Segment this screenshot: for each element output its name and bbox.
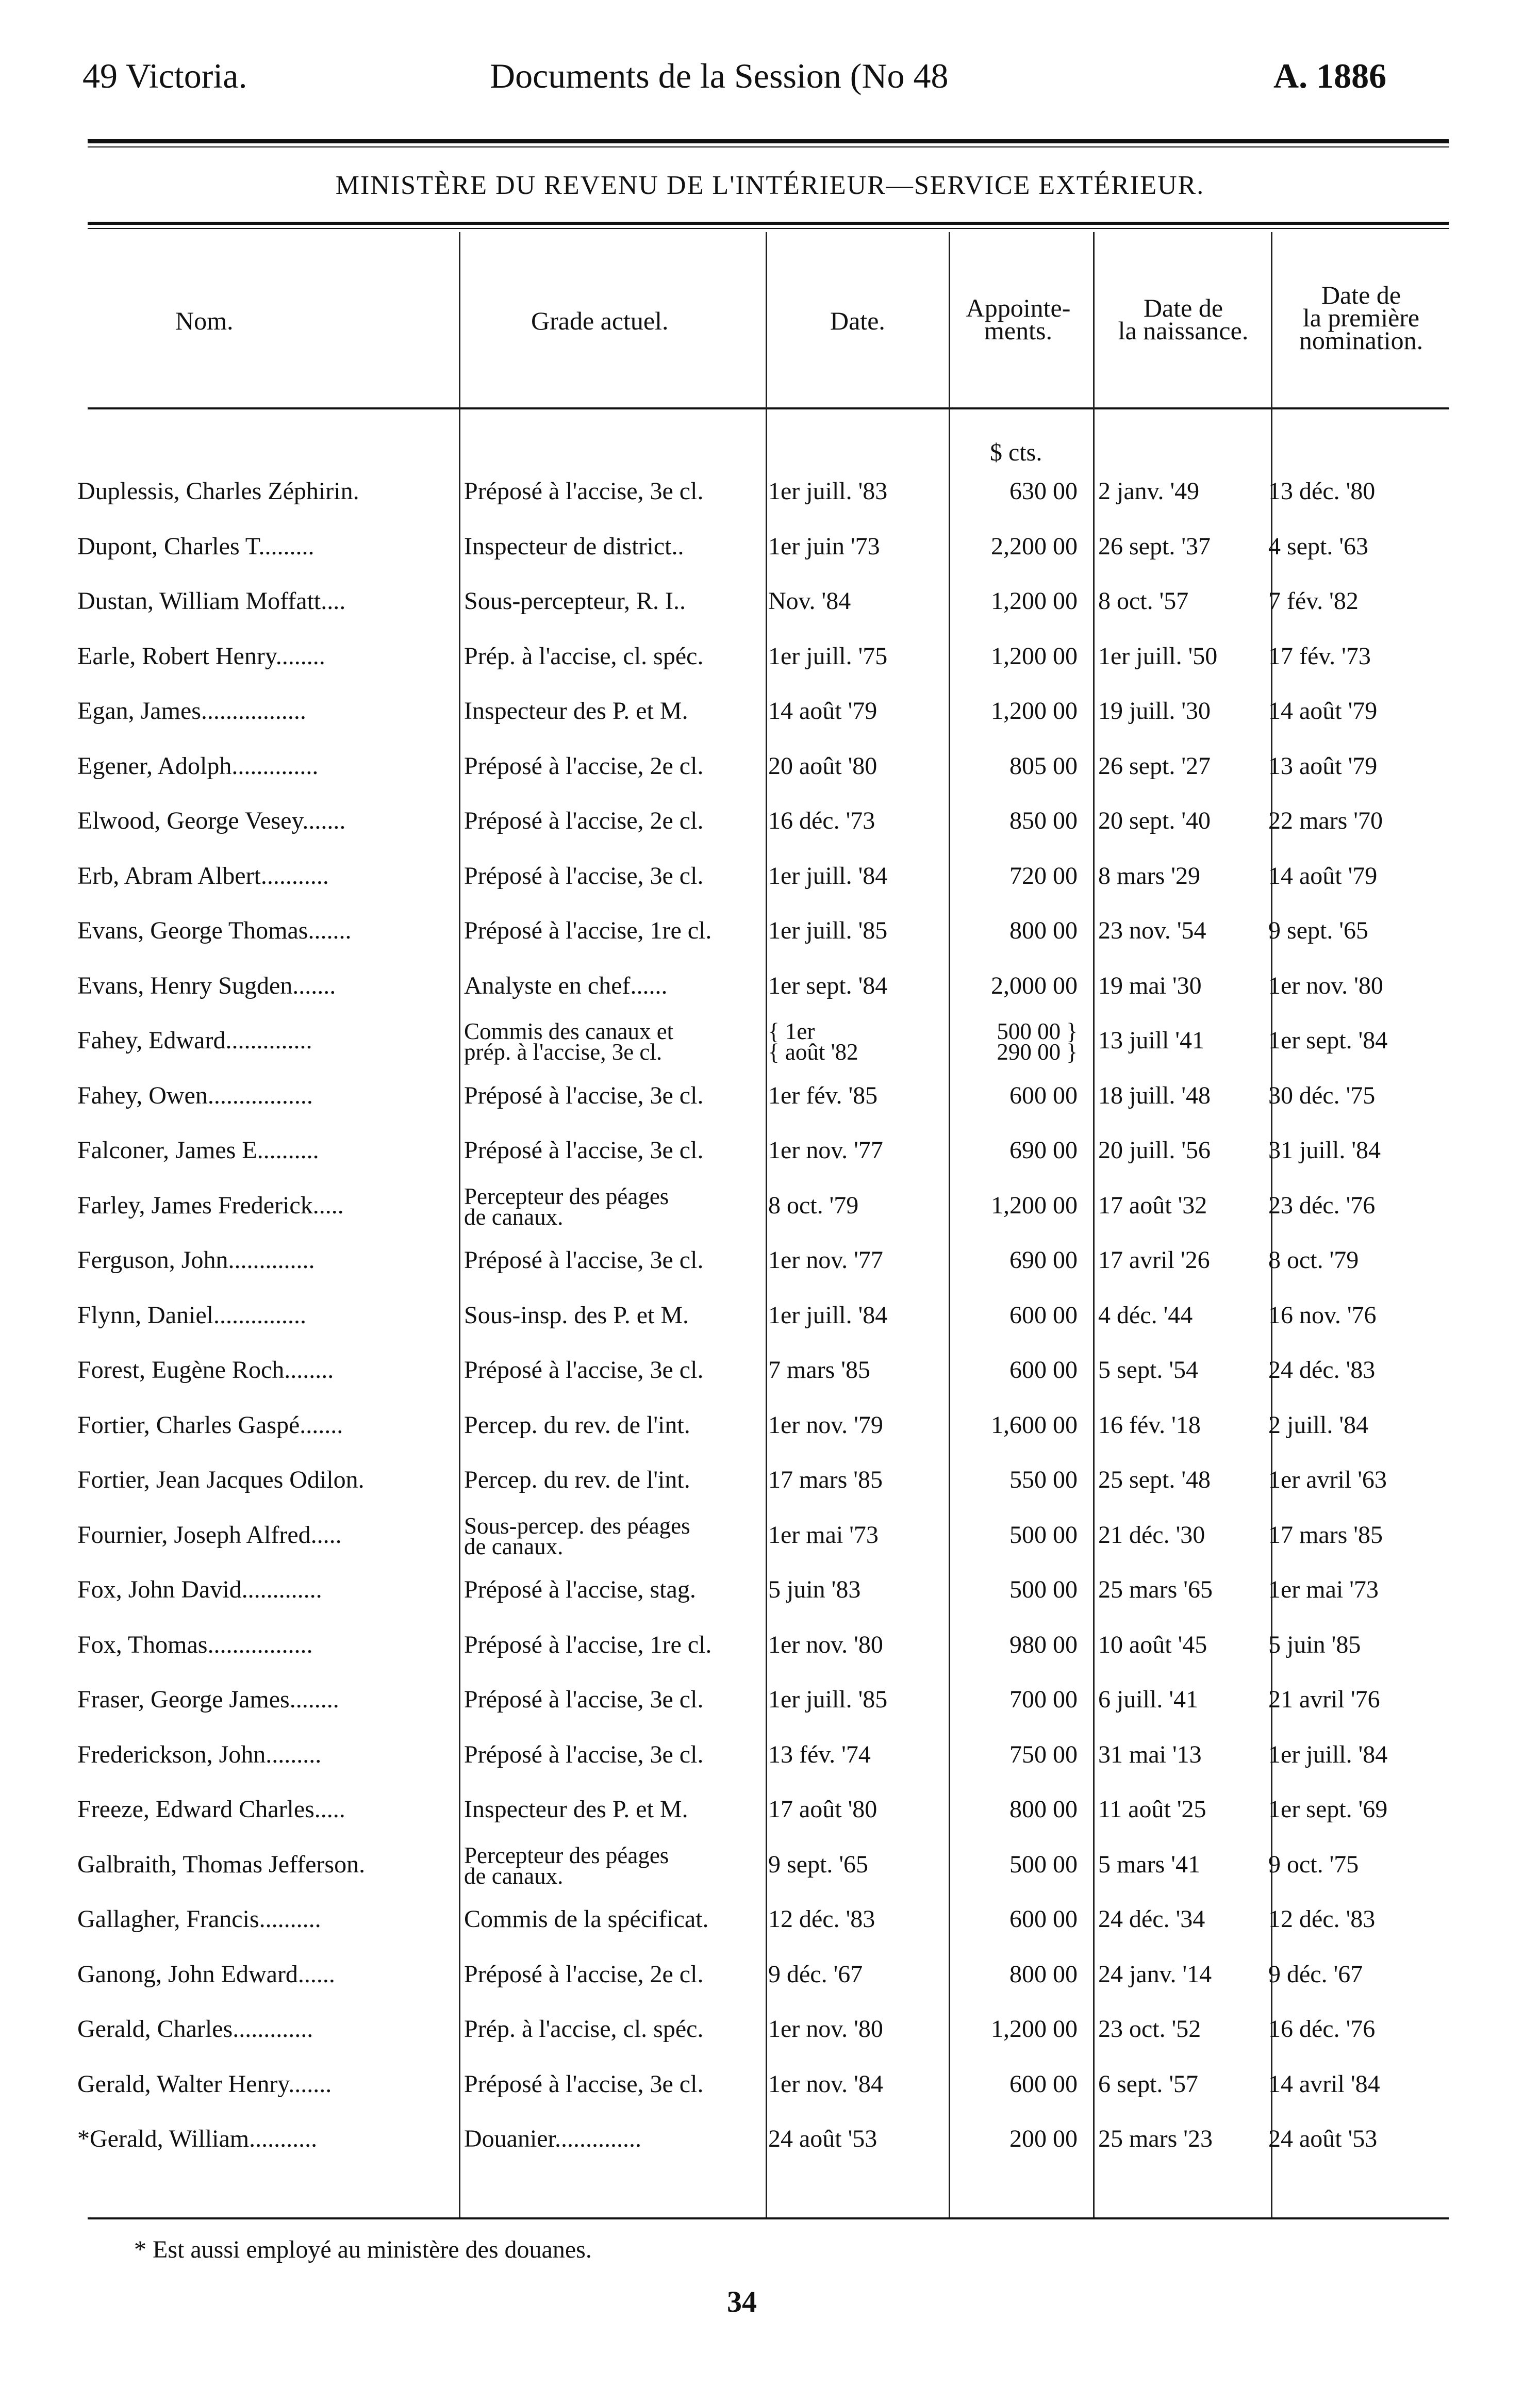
cell-date: 1er juin '73 <box>768 532 880 560</box>
col-header-name: Nom. <box>175 306 234 335</box>
cell-name: Fox, John David............. <box>77 1576 322 1603</box>
cell-name: Freeze, Edward Charles..... <box>77 1796 345 1823</box>
cell-grade: Prép. à l'accise, cl. spéc. <box>464 2015 704 2043</box>
table-row <box>0 1960 1540 2014</box>
cell-first-nomination: 9 sept. '65 <box>1268 917 1368 944</box>
cell-grade: Préposé à l'accise, 3e cl. <box>464 478 704 505</box>
table-row <box>0 752 1540 805</box>
cell-grade: Douanier.............. <box>464 2125 641 2152</box>
cell-birth: 2 janv. '49 <box>1098 478 1200 505</box>
cell-birth: 6 sept. '57 <box>1098 2070 1198 2098</box>
cell-salary: 805 00 <box>1009 752 1078 780</box>
cell-name: Duplessis, Charles Zéphirin. <box>77 478 359 505</box>
cell-first-nomination: 14 août '79 <box>1268 862 1378 890</box>
cell-salary: 600 00 <box>1009 1081 1078 1109</box>
cell-grade: Sous-insp. des P. et M. <box>464 1301 689 1329</box>
table-row <box>0 807 1540 860</box>
cell-grade: Analyste en chef...... <box>464 972 668 999</box>
cell-salary: 2,200 00 <box>991 532 1078 560</box>
cell-date: 1er sept. '84 <box>768 972 888 999</box>
cell-first-nomination: 8 oct. '79 <box>1268 1246 1359 1274</box>
cell-first-nomination: 1er sept. '84 <box>1268 1027 1388 1054</box>
cell-grade: Percep. du rev. de l'int. <box>464 1466 690 1493</box>
cell-date: Nov. '84 <box>768 587 851 615</box>
cell-birth: 18 juill. '48 <box>1098 1081 1211 1109</box>
cell-name: Dustan, William Moffatt.... <box>77 587 346 615</box>
cell-grade: Commis des canaux et prép. à l'accise, 3e cl. <box>464 1018 674 1065</box>
cell-name: Gerald, Walter Henry....... <box>77 2070 332 2098</box>
cell-date: 14 août '79 <box>768 697 877 725</box>
header-rule <box>88 139 1449 143</box>
cell-birth: 10 août '45 <box>1098 1631 1207 1658</box>
table-row <box>0 642 1540 696</box>
cell-date: 17 août '80 <box>768 1796 877 1823</box>
cell-name: Fahey, Owen................. <box>77 1081 313 1109</box>
cell-salary: 630 00 <box>1009 478 1078 505</box>
title-rule-thin <box>88 228 1449 229</box>
cell-first-nomination: 4 sept. '63 <box>1268 532 1368 560</box>
cell-salary: 800 00 <box>1009 917 1078 944</box>
cell-salary: 1,200 00 <box>991 2015 1078 2043</box>
cell-first-nomination: 16 déc. '76 <box>1268 2015 1376 2043</box>
col-header-first-text: Date de la première nomination. <box>1299 281 1423 355</box>
cell-birth: 26 sept. '27 <box>1098 752 1211 780</box>
cell-birth: 21 déc. '30 <box>1098 1521 1205 1549</box>
cell-date: 1er nov. '77 <box>768 1246 883 1274</box>
title-rule <box>88 222 1449 225</box>
cell-date: 1er juill. '84 <box>768 1301 888 1329</box>
cell-grade: Préposé à l'accise, 3e cl. <box>464 1081 704 1109</box>
cell-date: 17 mars '85 <box>768 1466 883 1493</box>
cell-first-nomination: 5 juin '85 <box>1268 1631 1361 1658</box>
cell-salary: 1,200 00 <box>991 697 1078 725</box>
table-row <box>0 972 1540 1025</box>
cell-birth: 6 juill. '41 <box>1098 1686 1198 1713</box>
cell-name: Fraser, George James........ <box>77 1686 339 1713</box>
col-header-date: Date. <box>830 306 885 335</box>
col-header-first <box>1276 281 1446 355</box>
table-row <box>0 1575 1540 1629</box>
cell-birth: 5 mars '41 <box>1098 1850 1200 1878</box>
cell-salary: 980 00 <box>1009 1631 1078 1658</box>
table-row <box>0 1183 1540 1245</box>
cell-grade: Préposé à l'accise, 2e cl. <box>464 807 704 834</box>
cell-first-nomination: 1er sept. '69 <box>1268 1796 1388 1823</box>
cell-birth: 1er juill. '50 <box>1098 642 1218 670</box>
table-row <box>0 1356 1540 1409</box>
cell-grade: Inspecteur des P. et M. <box>464 697 688 725</box>
cell-first-nomination: 13 déc. '80 <box>1268 478 1376 505</box>
cell-birth: 17 avril '26 <box>1098 1246 1210 1274</box>
table-row <box>0 916 1540 970</box>
cell-name: Elwood, George Vesey....... <box>77 807 346 834</box>
cell-name: Galbraith, Thomas Jefferson. <box>77 1850 366 1878</box>
cell-grade: Préposé à l'accise, 3e cl. <box>464 1686 704 1713</box>
cell-first-nomination: 21 avril '76 <box>1268 1686 1380 1713</box>
table-row <box>0 1301 1540 1355</box>
col-header-birth <box>1098 293 1268 345</box>
cell-first-nomination: 1er avril '63 <box>1268 1466 1387 1493</box>
cell-grade: Inspecteur des P. et M. <box>464 1796 688 1823</box>
table-row <box>0 1081 1540 1135</box>
cell-grade: Préposé à l'accise, 1re cl. <box>464 917 712 944</box>
cell-first-nomination: 31 juill. '84 <box>1268 1137 1381 1164</box>
cell-birth: 13 juill '41 <box>1098 1027 1204 1054</box>
currency-label: $ cts. <box>990 439 1042 466</box>
cell-salary: 1,200 00 <box>991 642 1078 670</box>
cell-salary: 690 00 <box>1009 1246 1078 1274</box>
cell-salary: 700 00 <box>1009 1686 1078 1713</box>
table-row <box>0 1795 1540 1849</box>
cell-name: *Gerald, William........... <box>77 2125 318 2152</box>
cell-date: 8 oct. '79 <box>768 1191 859 1219</box>
table-row <box>0 862 1540 915</box>
cell-grade: Préposé à l'accise, 2e cl. <box>464 752 704 780</box>
cell-grade: Commis de la spécificat. <box>464 1905 709 1933</box>
cell-name: Egener, Adolph.............. <box>77 752 319 780</box>
cell-date: 1er juill. '83 <box>768 478 888 505</box>
cell-name: Fournier, Joseph Alfred..... <box>77 1521 342 1549</box>
cell-birth: 23 oct. '52 <box>1098 2015 1201 2043</box>
cell-grade: Préposé à l'accise, 2e cl. <box>464 1960 704 1988</box>
cell-birth: 20 sept. '40 <box>1098 807 1211 834</box>
cell-birth: 23 nov. '54 <box>1098 917 1206 944</box>
cell-grade: Inspecteur de district.. <box>464 532 684 560</box>
cell-first-nomination: 30 déc. '75 <box>1268 1081 1376 1109</box>
cell-birth: 25 mars '65 <box>1098 1576 1213 1603</box>
table-row <box>0 2125 1540 2178</box>
cell-first-nomination: 13 août '79 <box>1268 752 1378 780</box>
cell-grade: Préposé à l'accise, 3e cl. <box>464 1740 704 1768</box>
cell-date: 24 août '53 <box>768 2125 877 2152</box>
cell-salary: 550 00 <box>1009 1466 1078 1493</box>
table-row <box>0 1905 1540 1959</box>
cell-name: Farley, James Frederick..... <box>77 1191 344 1219</box>
cell-first-nomination: 9 oct. '75 <box>1268 1850 1359 1878</box>
cell-grade: Préposé à l'accise, 3e cl. <box>464 1356 704 1384</box>
cell-birth: 24 déc. '34 <box>1098 1905 1205 1933</box>
cell-salary: 500 00 <box>1009 1850 1078 1878</box>
cell-first-nomination: 1er nov. '80 <box>1268 972 1383 999</box>
footnote: * Est aussi employé au ministère des douanes. <box>134 2236 592 2263</box>
table-row <box>0 1740 1540 1794</box>
cell-date: 1er nov. '79 <box>768 1411 883 1439</box>
cell-grade: Préposé à l'accise, 3e cl. <box>464 862 704 890</box>
cell-birth: 25 mars '23 <box>1098 2125 1213 2152</box>
table-bottom-rule <box>88 2217 1449 2219</box>
table-row <box>0 697 1540 750</box>
cell-birth: 25 sept. '48 <box>1098 1466 1211 1493</box>
table-row <box>0 1136 1540 1190</box>
cell-first-nomination: 9 déc. '67 <box>1268 1960 1363 1988</box>
cell-birth: 24 janv. '14 <box>1098 1960 1212 1988</box>
cell-grade: Préposé à l'accise, 3e cl. <box>464 2070 704 2098</box>
table-row <box>0 1466 1540 1519</box>
cell-grade: Préposé à l'accise, 3e cl. <box>464 1137 704 1164</box>
cell-birth: 8 oct. '57 <box>1098 587 1189 615</box>
cell-name: Gallagher, Francis.......... <box>77 1905 321 1933</box>
cell-first-nomination: 16 nov. '76 <box>1268 1301 1377 1329</box>
cell-date: 1er nov. '77 <box>768 1137 883 1164</box>
col-header-grade: Grade actuel. <box>531 306 669 335</box>
cell-salary: 1,600 00 <box>991 1411 1078 1439</box>
cell-salary: 690 00 <box>1009 1137 1078 1164</box>
cell-salary: 600 00 <box>1009 2070 1078 2098</box>
cell-grade: Percep. du rev. de l'int. <box>464 1411 690 1439</box>
table-row <box>0 477 1540 531</box>
cell-first-nomination: 22 mars '70 <box>1268 807 1383 834</box>
cell-birth: 11 août '25 <box>1098 1796 1206 1823</box>
cell-name: Dupont, Charles T......... <box>77 532 314 560</box>
col-header-salary-text: Appointe- ments. <box>966 293 1071 345</box>
cell-date: 5 juin '83 <box>768 1576 861 1603</box>
cell-date: 13 fév. '74 <box>768 1740 871 1768</box>
cell-name: Erb, Abram Albert........... <box>77 862 329 890</box>
header-rule-thin <box>88 146 1449 147</box>
cell-date: 16 déc. '73 <box>768 807 875 834</box>
cell-name: Frederickson, John......... <box>77 1740 322 1768</box>
colhead-rule <box>88 407 1449 409</box>
cell-first-nomination: 12 déc. '83 <box>1268 1905 1376 1933</box>
cell-date: 1er juill. '85 <box>768 917 888 944</box>
cell-salary: 600 00 <box>1009 1356 1078 1384</box>
cell-name: Evans, Henry Sugden....... <box>77 972 336 999</box>
cell-name: Flynn, Daniel............... <box>77 1301 306 1329</box>
page-number: 34 <box>727 2285 757 2318</box>
cell-salary: 720 00 <box>1009 862 1078 890</box>
cell-salary: 1,200 00 <box>991 587 1078 615</box>
cell-grade: Sous-percep. des péages de canaux. <box>464 1512 690 1559</box>
cell-grade: Préposé à l'accise, stag. <box>464 1576 696 1603</box>
header-right: A. 1886 <box>1273 56 1387 95</box>
cell-birth: 31 mai '13 <box>1098 1740 1202 1768</box>
table-row <box>0 1842 1540 1904</box>
table-row <box>0 1411 1540 1464</box>
cell-name: Ferguson, John.............. <box>77 1246 315 1274</box>
cell-salary: 500 00 } 290 00 } <box>997 1018 1078 1065</box>
cell-name: Fox, Thomas................. <box>77 1631 313 1658</box>
cell-salary: 2,000 00 <box>991 972 1078 999</box>
page-title: MINISTÈRE DU REVENU DE L'INTÉRIEUR—SERVICE EXTÉRIEUR. <box>335 171 1205 200</box>
cell-birth: 19 mai '30 <box>1098 972 1202 999</box>
cell-date: 9 déc. '67 <box>768 1960 863 1988</box>
cell-date: 1er juill. '85 <box>768 1686 888 1713</box>
cell-first-nomination: 2 juill. '84 <box>1268 1411 1368 1439</box>
cell-birth: 16 fév. '18 <box>1098 1411 1201 1439</box>
col-header-salary <box>959 293 1078 345</box>
cell-date: 9 sept. '65 <box>768 1850 868 1878</box>
table-row <box>0 587 1540 640</box>
cell-name: Gerald, Charles............. <box>77 2015 313 2043</box>
cell-birth: 26 sept. '37 <box>1098 532 1211 560</box>
cell-first-nomination: 24 août '53 <box>1268 2125 1378 2152</box>
table-row <box>0 1512 1540 1574</box>
table-row <box>0 1246 1540 1299</box>
cell-name: Earle, Robert Henry........ <box>77 642 325 670</box>
cell-name: Evans, George Thomas....... <box>77 917 352 944</box>
cell-salary: 500 00 <box>1009 1576 1078 1603</box>
header-left: 49 Victoria. <box>82 56 247 95</box>
cell-first-nomination: 14 avril '84 <box>1268 2070 1380 2098</box>
cell-first-nomination: 14 août '79 <box>1268 697 1378 725</box>
cell-first-nomination: 1er juill. '84 <box>1268 1740 1388 1768</box>
cell-salary: 1,200 00 <box>991 1191 1078 1219</box>
cell-name: Fahey, Edward.............. <box>77 1027 312 1054</box>
cell-date: 1er juill. '75 <box>768 642 888 670</box>
cell-birth: 17 août '32 <box>1098 1191 1207 1219</box>
cell-name: Egan, James................. <box>77 697 306 725</box>
cell-date: 1er fév. '85 <box>768 1081 878 1109</box>
cell-date: 1er nov. '84 <box>768 2070 883 2098</box>
cell-name: Fortier, Jean Jacques Odilon. <box>77 1466 365 1493</box>
cell-birth: 8 mars '29 <box>1098 862 1200 890</box>
cell-name: Falconer, James E.......... <box>77 1137 319 1164</box>
cell-birth: 20 juill. '56 <box>1098 1137 1211 1164</box>
cell-salary: 600 00 <box>1009 1301 1078 1329</box>
cell-date: 20 août '80 <box>768 752 877 780</box>
cell-birth: 4 déc. '44 <box>1098 1301 1193 1329</box>
table-row <box>0 1685 1540 1739</box>
cell-grade: Prép. à l'accise, cl. spéc. <box>464 642 704 670</box>
cell-date: 1er juill. '84 <box>768 862 888 890</box>
cell-salary: 200 00 <box>1009 2125 1078 2152</box>
cell-grade: Sous-percepteur, R. I.. <box>464 587 686 615</box>
cell-first-nomination: 17 mars '85 <box>1268 1521 1383 1549</box>
cell-first-nomination: 17 fév. '73 <box>1268 642 1371 670</box>
cell-salary: 750 00 <box>1009 1740 1078 1768</box>
cell-name: Fortier, Charles Gaspé....... <box>77 1411 343 1439</box>
cell-name: Ganong, John Edward...... <box>77 1960 335 1988</box>
cell-birth: 19 juill. '30 <box>1098 697 1211 725</box>
cell-first-nomination: 24 déc. '83 <box>1268 1356 1376 1384</box>
cell-date: 1er nov. '80 <box>768 1631 883 1658</box>
cell-date: { 1er { août '82 <box>768 1018 858 1065</box>
cell-grade: Préposé à l'accise, 3e cl. <box>464 1246 704 1274</box>
cell-date: 1er mai '73 <box>768 1521 879 1549</box>
table-row <box>0 1018 1540 1080</box>
cell-salary: 500 00 <box>1009 1521 1078 1549</box>
table-row <box>0 2070 1540 2124</box>
col-header-birth-text: Date de la naissance. <box>1118 293 1249 345</box>
table-row <box>0 2015 1540 2068</box>
header-center: Documents de la Session (No 48 <box>490 56 949 95</box>
cell-date: 7 mars '85 <box>768 1356 870 1384</box>
cell-grade: Percepteur des péages de canaux. <box>464 1842 669 1889</box>
cell-first-nomination: 7 fév. '82 <box>1268 587 1359 615</box>
cell-salary: 800 00 <box>1009 1960 1078 1988</box>
cell-grade: Percepteur des péages de canaux. <box>464 1183 669 1230</box>
cell-grade: Préposé à l'accise, 1re cl. <box>464 1631 712 1658</box>
cell-salary: 800 00 <box>1009 1796 1078 1823</box>
table-row <box>0 532 1540 586</box>
cell-birth: 5 sept. '54 <box>1098 1356 1198 1384</box>
cell-name: Forest, Eugène Roch........ <box>77 1356 334 1384</box>
cell-salary: 850 00 <box>1009 807 1078 834</box>
table-row <box>0 1631 1540 1684</box>
cell-date: 1er nov. '80 <box>768 2015 883 2043</box>
cell-first-nomination: 23 déc. '76 <box>1268 1191 1376 1219</box>
cell-salary: 600 00 <box>1009 1905 1078 1933</box>
cell-first-nomination: 1er mai '73 <box>1268 1576 1379 1603</box>
cell-date: 12 déc. '83 <box>768 1905 875 1933</box>
